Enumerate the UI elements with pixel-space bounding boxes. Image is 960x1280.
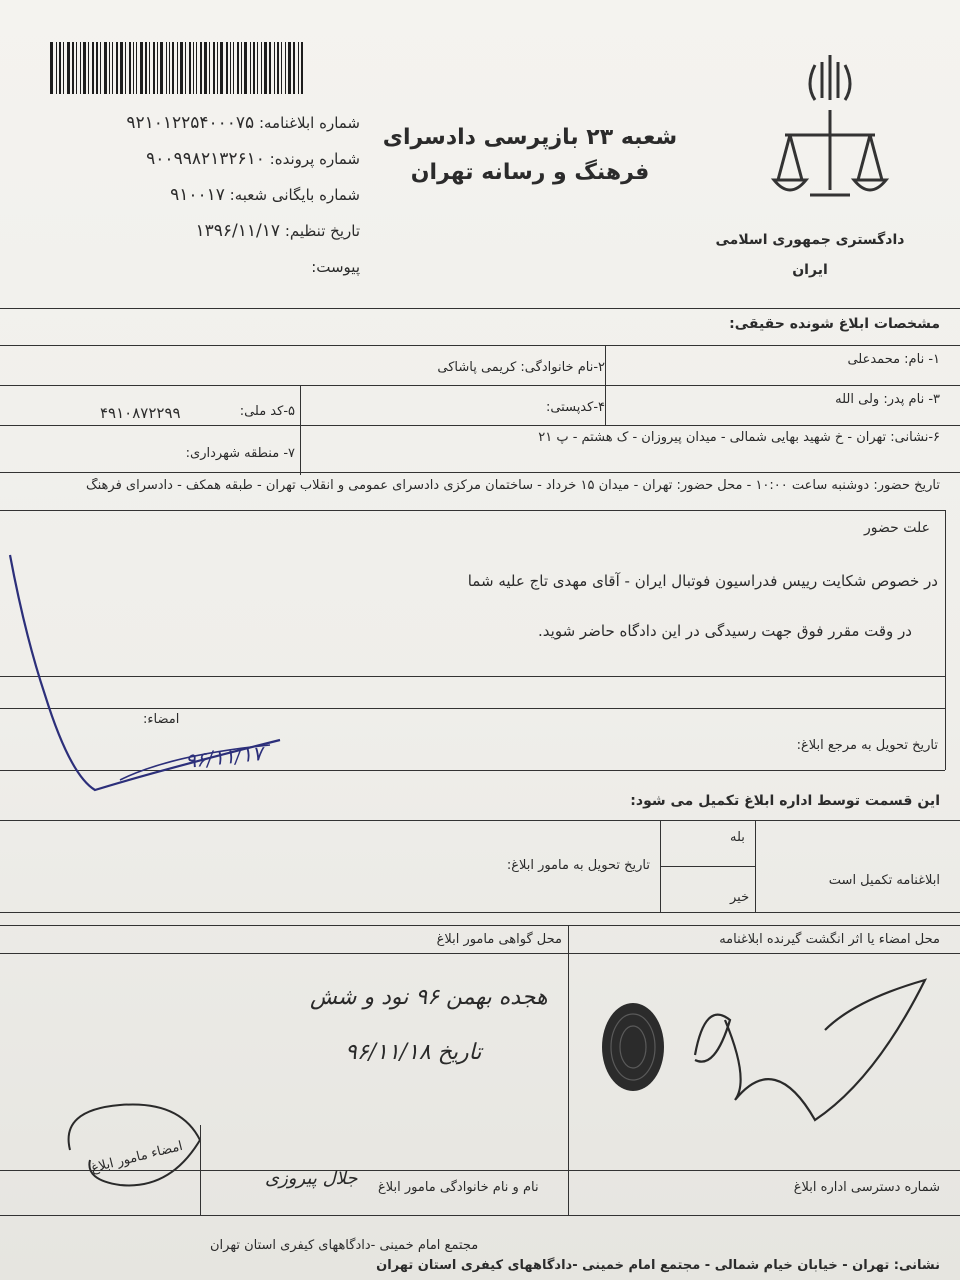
barcode-bar [277,42,279,94]
person-first-name: ۱- نام: محمدعلی [847,352,940,367]
barcode-bar [157,42,158,94]
barcode-bar [196,42,197,94]
barcode-bar [250,42,251,94]
municipal-zone: ۷- منطقه شهرداری: [185,446,295,461]
barcode-bar [140,42,143,94]
appearance-line: تاریخ حضور: دوشنبه ساعت ۱۰:۰۰ - محل حضور: تهران - میدان ۱۵ خرداد - ساختمان مرکزی دادسرای عمومی و انقلاب تهران - طبقه همکف - دادسرای فرهنگ [85,478,940,493]
barcode-bar [200,42,202,94]
barcode-bar [67,42,70,94]
header-info [50,105,360,285]
barcode-bar [189,42,191,94]
officer-cert-place-label: محل گواهی مامور ابلاغ [436,932,562,947]
delivery-date-label: تاریخ تحویل به مرجع ابلاغ: [796,738,938,753]
barcode-bar [129,42,131,94]
handwritten-date: ۹۶/۱۱/۱۷ [183,740,264,774]
delivery-to-officer-label: تاریخ تحویل به مامور ابلاغ: [506,858,650,873]
footer-address: نشانی: تهران - خیابان خیام شمالی - مجتمع امام خمینی -دادگاههای کیفری استان تهران [376,1258,940,1273]
barcode-bar [261,42,262,94]
barcode-bar [237,42,239,94]
barcode-bar [72,42,74,94]
barcode-bar [166,42,167,94]
person-national-code-label: ۵-کد ملی: [239,404,295,419]
barcode-bar [281,42,282,94]
reason-title: علت حضور [864,520,930,536]
barcode-bar [293,42,295,94]
archive-number-label: شماره بایگانی شعبه: [229,186,360,204]
handwritten-date-words: هجده بهمن ۹۶ نود و شش [310,985,548,1010]
barcode-bar [80,42,81,94]
barcode-bar [204,42,207,94]
case-number: ۹۰۰۹۹۸۲۱۳۲۶۱۰ [146,149,265,169]
barcode-bar [100,42,101,94]
reason-text-line1: در خصوص شکایت رییس فدراسیون فوتبال ایران - آقای مهدی تاج علیه شما [467,572,938,590]
barcode-bar [180,42,183,94]
yes-option[interactable]: بله [730,830,745,845]
reason-text-line2: در وقت مقرر فوق جهت رسیدگی در این دادگاه حاضر شوید. [538,622,912,640]
barcode-bar [56,42,57,94]
barcode-bar [253,42,255,94]
barcode-bar [230,42,231,94]
barcode-bar [244,42,247,94]
barcode-bar [59,42,61,94]
barcode-bar [63,42,64,94]
barcode-bar [264,42,267,94]
branch-title-line2: فرهنگ و رسانه تهران [410,160,650,185]
court-country: ایران [792,262,828,278]
court-name: دادگستری جمهوری اسلامی [715,232,905,248]
branch-title-line1: شعبه ۲۳ بازپرسی دادسرای [382,125,678,150]
barcode-bar [112,42,113,94]
barcode-bar [177,42,178,94]
barcode-bar [226,42,228,94]
barcode-bar [257,42,258,94]
barcode-bar [145,42,147,94]
barcode-bar [209,42,210,94]
barcode-bar [76,42,77,94]
recipient-sign-place-label: محل امضاء یا اثر انگشت گیرنده ابلاغنامه [719,932,940,947]
barcode-bar [92,42,94,94]
officer-signature [50,1090,230,1200]
officer-signature-label: امضاء مامور ابلاغ [89,1138,185,1177]
barcode-bar [288,42,291,94]
barcode-bar [193,42,194,94]
barcode-bar [185,42,186,94]
barcode-bar [104,42,107,94]
barcode-bar [220,42,223,94]
barcode-bar [83,42,86,94]
blue-signature-scribble [0,545,300,805]
footer-line1: مجتمع امام خمینی -دادگاههای کیفری استان تهران [210,1238,479,1253]
notice-number-label: شماره ابلاغنامه: [258,114,360,132]
access-number-label: شماره دسترسی اداره ابلاغ [793,1180,940,1195]
barcode-bar [160,42,163,94]
barcode-bar [241,42,242,94]
officer-name-handwritten: جلال پیروزی [265,1168,358,1189]
issue-date-label: تاریخ تنظیم: [284,222,360,240]
barcode-bar [120,42,123,94]
officer-name-label: نام و نام خانوادگی مامور ابلاغ [378,1180,539,1195]
barcode-bar [169,42,170,94]
archive-number: ۹۱۰۰۱۷ [170,185,225,205]
barcode-bar [153,42,155,94]
fingerprint-mark [598,1000,668,1095]
person-father-name: ۳- نام پدر: ولی الله [835,392,940,407]
barcode [50,42,335,94]
barcode-bar [88,42,89,94]
barcode-bar [133,42,134,94]
handwritten-date-numeric: ۹۶/۱۱/۱۸ تاریخ [345,1040,482,1065]
barcode-bar [109,42,110,94]
completion-section-title: این قسمت توسط اداره ابلاغ تکمیل می شود: [630,793,940,809]
barcode-bar [172,42,174,94]
person-national-code: ۴۹۱۰۸۷۲۲۹۹ [100,404,181,422]
barcode-bar [285,42,286,94]
barcode-bar [217,42,218,94]
scales-of-justice-emblem [770,40,890,210]
barcode-bar [50,42,53,94]
person-address: ۶-نشانی: تهران - خ شهید بهایی شمالی - میدان پیروزان - ک هشتم - پ ۲۱ [538,430,940,445]
barcode-bar [233,42,234,94]
barcode-bar [274,42,275,94]
notice-completed-label: ابلاغنامه تکمیل است [828,873,940,888]
attachment-label: پیوست: [311,258,360,276]
barcode-bar [213,42,215,94]
issue-date: ۱۳۹۶/۱۱/۱۷ [195,221,281,241]
person-section-title: مشخصات ابلاغ شونده حقیقی: [729,316,940,332]
recipient-signature [675,960,945,1130]
barcode-bar [116,42,118,94]
case-number-label: شماره پرونده: [269,150,360,168]
barcode-bar [96,42,98,94]
barcode-bar [269,42,271,94]
notice-number: ۹۲۱۰۱۲۲۵۴۰۰۰۷۵ [126,113,255,133]
barcode-bar [298,42,299,94]
barcode-bar [301,42,303,94]
person-family-name: ۲-نام خانوادگی: کریمی پاشاکی [437,360,605,375]
person-postal-code: ۴-کدپستی: [545,400,605,415]
barcode-bar [125,42,126,94]
barcode-bar [149,42,150,94]
barcode-bar [136,42,137,94]
signature-label: امضاء: [143,712,180,727]
no-option[interactable]: خیر [730,890,750,905]
